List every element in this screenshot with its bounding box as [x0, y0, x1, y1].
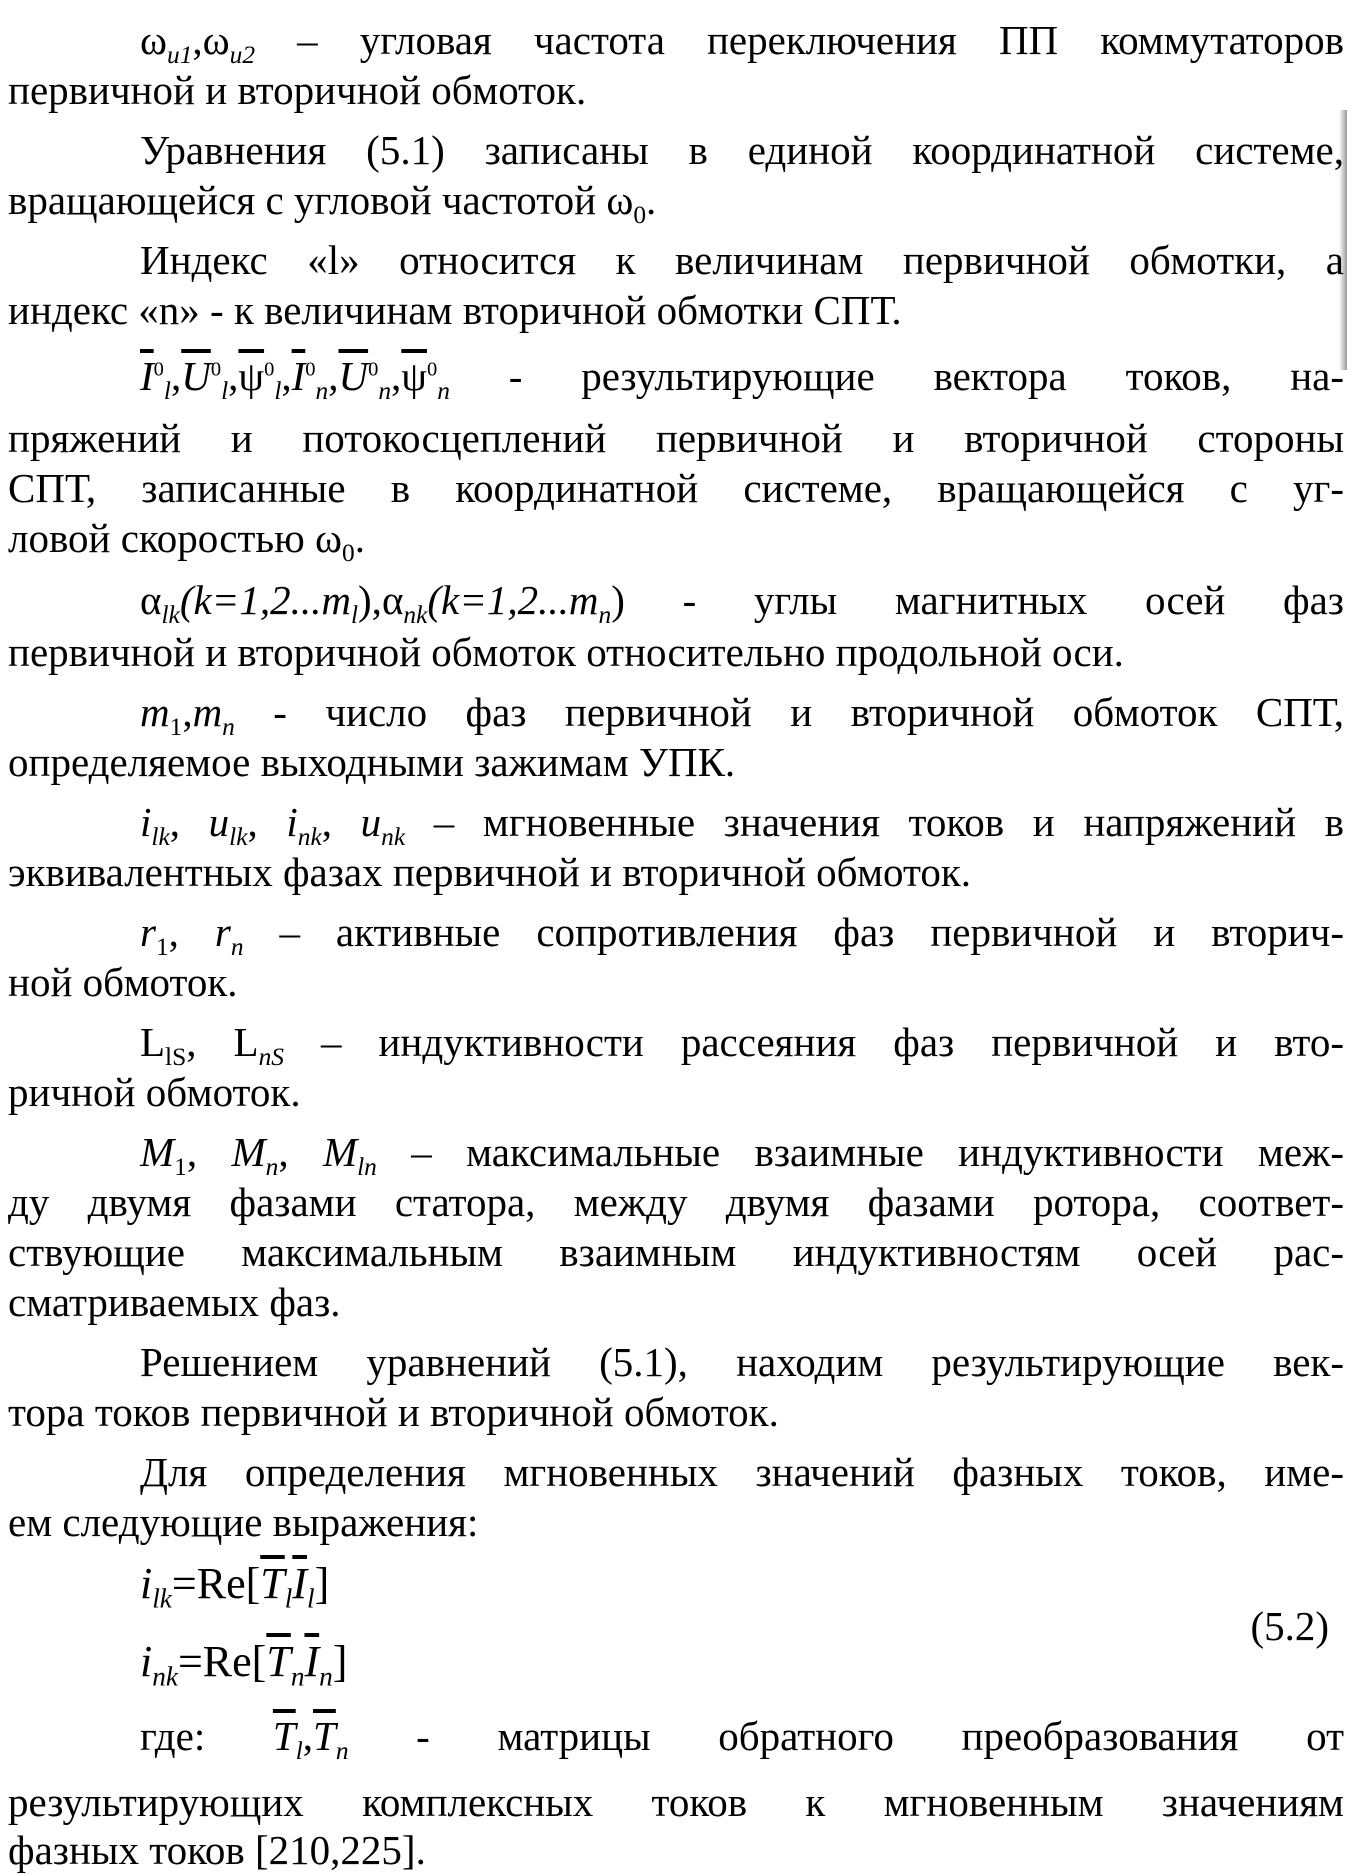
para-instant-currents-line-2: ем следующие выражения:	[8, 1499, 479, 1545]
para-omega-definition-line-1: $\omega_{u1},\omega_{u2}$ – угловая частота переключения ПП коммутаторов	[140, 17, 1344, 69]
para-equations-note-line-1: Уравнения (5.1) записаны в единой координатной системе,	[140, 127, 1344, 173]
para-angles-line-1: $\alpha_{lk}(k=1,2...m_l),\alpha_{nk}(k=1,2...m_n)$ - углы магнитных осей фаз	[140, 577, 1344, 629]
equation-number: (5.2)	[1250, 1603, 1329, 1649]
para-index-line-1: Индекс «l» относится к величинам первичной обмотки, а	[140, 237, 1344, 283]
para-vectors-line-3: СПТ, записанные в координатной системе, вращающейся с уг-	[8, 465, 1344, 511]
para-phases-line-2: определяемое выходными зажимам УПК.	[8, 739, 736, 785]
alpha-symbols: $\alpha_{lk}(k=1,2...m_l),\alpha_{nk}(k=1,2...m_n)$	[140, 577, 625, 629]
equation-ink: $i_{nk}=Re[\overline{T}_n\overline{I}_n]$	[140, 1637, 348, 1692]
para-instant-currents-line-1: Для определения мгновенных значений фазных токов, име-	[140, 1449, 1344, 1495]
para-inductance-line-2: ричной обмоток.	[8, 1069, 301, 1115]
para-inductance-line-1: $L_{lS}$, $L_{nS}$ – индуктивности рассеяния фаз первичной и вто-	[140, 1019, 1344, 1071]
para-equations-note-line-2: вращающейся с угловой частотой $\omega_0$.	[8, 177, 657, 229]
para-matrices-line-2: результирующих комплексных токов к мгновенным значениям	[8, 1779, 1344, 1825]
para-matrices-line-3: фазных токов [210,225].	[8, 1827, 426, 1873]
para-mutual-line-1: $M_1$, $M_n$, $M_{ln}$ – максимальные взаимные индуктивности меж-	[140, 1129, 1345, 1181]
para-angles-line-2: первичной и вторичной обмоток относительно продольной оси.	[8, 629, 1124, 675]
para-solution-line-1: Решением уравнений (5.1), находим результирующие век-	[140, 1339, 1344, 1385]
para-vectors-line-2: пряжений и потокосцеплений первичной и вторичной стороны	[8, 415, 1344, 461]
omega-symbol: ω	[140, 17, 167, 63]
para-mutual-line-4: сматриваемых фаз.	[8, 1279, 341, 1325]
para-mutual-line-2: ду двумя фазами статора, между двумя фазами ротора, соответ-	[8, 1179, 1344, 1225]
para-instant-values-line-1: $i_{lk}$, $u_{lk}$, $i_{nk}$, $u_{nk}$ – мгновенные значения токов и напряжений в	[140, 799, 1345, 851]
para-resistance-line-2: ной обмоток.	[8, 959, 238, 1005]
para-matrices-line-1: где: $\overline{T}_l,\overline{T}_n$ - матрицы обратного преобразования от	[140, 1713, 1344, 1765]
para-solution-line-2: тора токов первичной и вторичной обмоток.	[8, 1389, 779, 1435]
vector-symbols: $\overline{I}^0_l,\overline{U}^0_l,\overline{\psi}^0_l,\overline{I}^0_n,\overline{U}^0_n,\overline{\psi}^0_n$	[140, 353, 450, 405]
para-instant-values-line-2: эквивалентных фазах первичной и вторичной обмоток.	[8, 849, 972, 895]
para-index-line-2: индекс «n» - к величинам вторичной обмотки СПТ.	[8, 287, 902, 333]
para-vectors-line-4: ловой скоростью $\omega_0$.	[8, 515, 365, 567]
para-mutual-line-3: ствующие максимальным взаимным индуктивностям осей рас-	[8, 1229, 1344, 1275]
para-vectors-line-1: $\overline{I}^0_l,\overline{U}^0_l,\overline{\psi}^0_l,\overline{I}^0_n,\overline{U}^0_n,\overline{\psi}^0_n$ - результирующие вектора токов, на-	[140, 353, 1344, 405]
para-resistance-line-1: $r_1$, $r_n$ – активные сопротивления фаз первичной и вторич-	[140, 909, 1344, 961]
equation-ilk: $i_{lk}=Re[\overline{T}_l\overline{I}_l]$	[140, 1559, 330, 1614]
para-omega-definition-line-2: первичной и вторичной обмоток.	[8, 67, 587, 113]
para-phases-line-1: $m_1,m_n$ - число фаз первичной и вторичной обмоток СПТ,	[140, 689, 1344, 741]
